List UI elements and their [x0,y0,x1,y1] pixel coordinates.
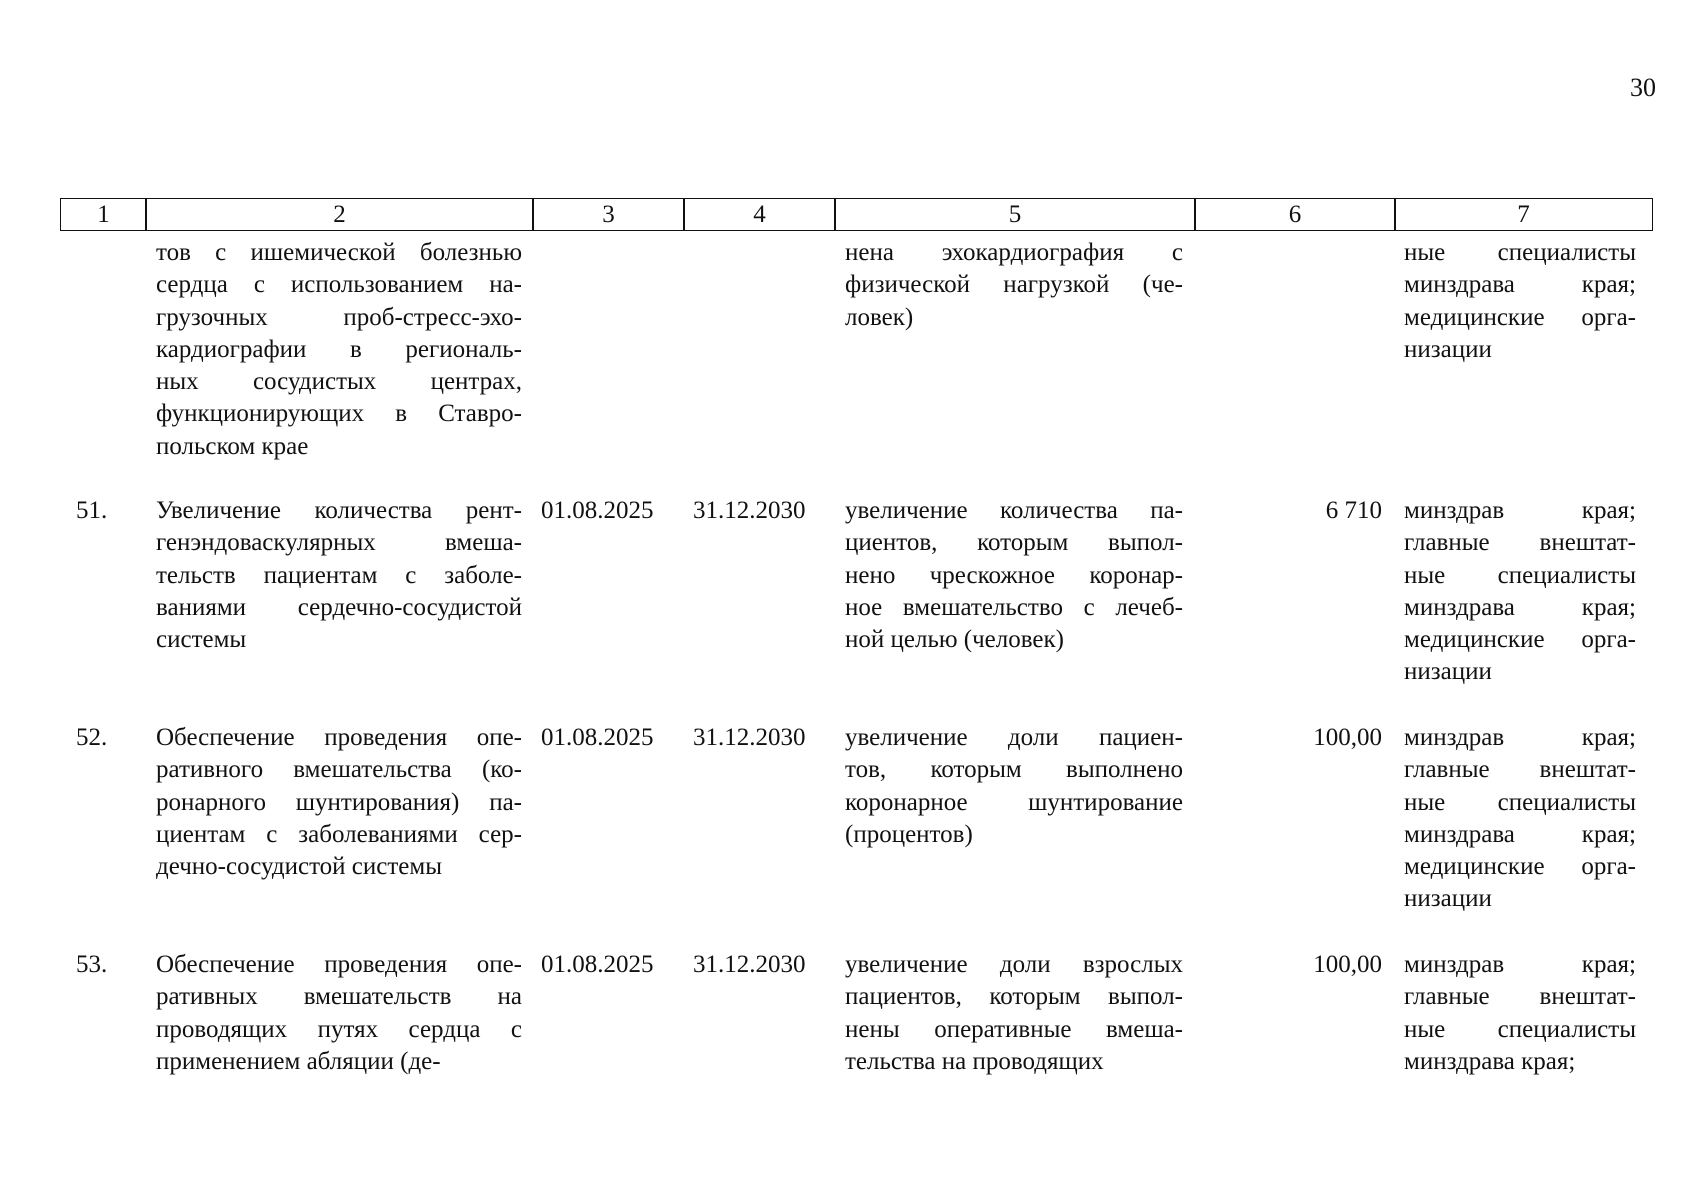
cell-line: тельств пациентам с заболе- [156,561,522,589]
cell-line: ные специалисты [1404,239,1636,266]
cell-line: увеличение доли пациен- [845,724,1183,751]
cell-line: Обеспечение проведения опе- [156,951,522,978]
cell-line: главные внештат- [1404,529,1636,557]
cell-line: низации [1404,658,1492,686]
cell-line: ные специалисты [1404,788,1636,816]
cell-start: 01.08.2025 [541,724,654,751]
cell-line: кардиографии в региональ- [156,335,522,363]
cell-ind [845,495,1183,656]
cell-val: 100,00 [1313,724,1382,751]
cell-num: 52. [76,724,108,751]
cell-line: минздрава края; [1404,593,1636,621]
cell-num: 53. [76,951,108,978]
header-col-7: 7 [1394,198,1653,231]
cell-line: ловек) [845,303,914,331]
cell-line: генэндоваскулярных вмеша- [156,529,522,557]
cell-num: 51. [76,497,108,524]
cell-name [156,237,522,463]
cell-name [156,495,522,656]
cell-val: 100,00 [1313,951,1382,978]
cell-line: физической нагрузкой (че- [845,271,1183,299]
cell-line: Обеспечение проведения опе- [156,724,522,751]
cell-line: тов с ишемической болезнью [156,239,522,266]
cell-line: коронарное шунтирование [845,788,1183,816]
header-col-2: 2 [145,198,534,231]
cell-line: минздрав края; [1404,951,1636,978]
cell-resp [1404,237,1636,366]
header-col-1: 1 [60,198,147,231]
cell-line: минздрава края; [1404,820,1636,848]
header-col-3: 3 [532,198,685,231]
cell-line: минздрава края; [1404,271,1636,299]
cell-line: минздрава края; [1404,1047,1576,1075]
cell-line: ративного вмешательства (ко- [156,756,522,784]
cell-line: ваниями сердечно-сосудистой [156,593,522,621]
header-col-5: 5 [834,198,1196,231]
cell-line: пациентов, которым выпол- [845,983,1183,1011]
cell-line: дечно-сосудистой системы [156,853,443,881]
cell-line: польском крае [156,432,309,460]
cell-resp [1404,949,1636,1078]
cell-ind [845,722,1183,851]
cell-line: ративных вмешательств на [156,983,522,1011]
cell-line: тельства на проводящих [845,1047,1104,1075]
cell-line: главные внештат- [1404,983,1636,1011]
cell-end: 31.12.2030 [693,497,806,524]
cell-line: ной целью (человек) [845,626,1064,654]
cell-line: минздрав края; [1404,724,1636,751]
cell-line: увеличение количества па- [845,497,1183,524]
cell-line: минздрав края; [1404,497,1636,524]
header-col-6: 6 [1194,198,1396,231]
page-number: 30 [1630,73,1656,102]
cell-line: медицинские орга- [1404,303,1636,331]
cell-line: медицинские орга- [1404,626,1636,654]
cell-line: главные внештат- [1404,756,1636,784]
cell-line: сердца с использованием на- [156,271,522,299]
cell-end: 31.12.2030 [693,951,806,978]
cell-line: нены оперативные вмеша- [845,1015,1183,1043]
cell-line: Увеличение количества рент- [156,497,522,524]
cell-line: грузочных проб-стресс-эхо- [156,303,522,331]
cell-ind [845,949,1183,1078]
cell-line: циентам с заболеваниями сер- [156,820,522,848]
cell-line: низации [1404,335,1492,363]
cell-line: тов, которым выполнено [845,756,1183,784]
cell-line: (процентов) [845,820,973,848]
cell-line: ное вмешательство с лечеб- [845,593,1183,621]
cell-line: увеличение доли взрослых [845,951,1183,978]
cell-ind [845,237,1183,334]
cell-name [156,949,522,1078]
cell-start: 01.08.2025 [541,497,654,524]
header-col-4: 4 [683,198,836,231]
cell-line: применением абляции (де- [156,1047,441,1075]
cell-start: 01.08.2025 [541,951,654,978]
cell-line: функционирующих в Ставро- [156,400,522,428]
cell-line: ные специалисты [1404,1015,1636,1043]
cell-resp [1404,722,1636,916]
cell-line: нено чрескожное коронар- [845,561,1183,589]
cell-line: ных сосудистых центрах, [156,368,522,396]
cell-line: циентов, которым выпол- [845,529,1183,557]
cell-line: низации [1404,885,1492,913]
cell-resp [1404,495,1636,689]
cell-line: ронарного шунтирования) па- [156,788,522,816]
cell-line: нена эхокардиография с [845,239,1183,266]
cell-end: 31.12.2030 [693,724,806,751]
cell-line: системы [156,626,247,654]
cell-line: ные специалисты [1404,561,1636,589]
cell-line: медицинские орга- [1404,853,1636,881]
cell-line: проводящих путях сердца с [156,1015,522,1043]
cell-name [156,722,522,883]
cell-val: 6 710 [1325,497,1382,524]
